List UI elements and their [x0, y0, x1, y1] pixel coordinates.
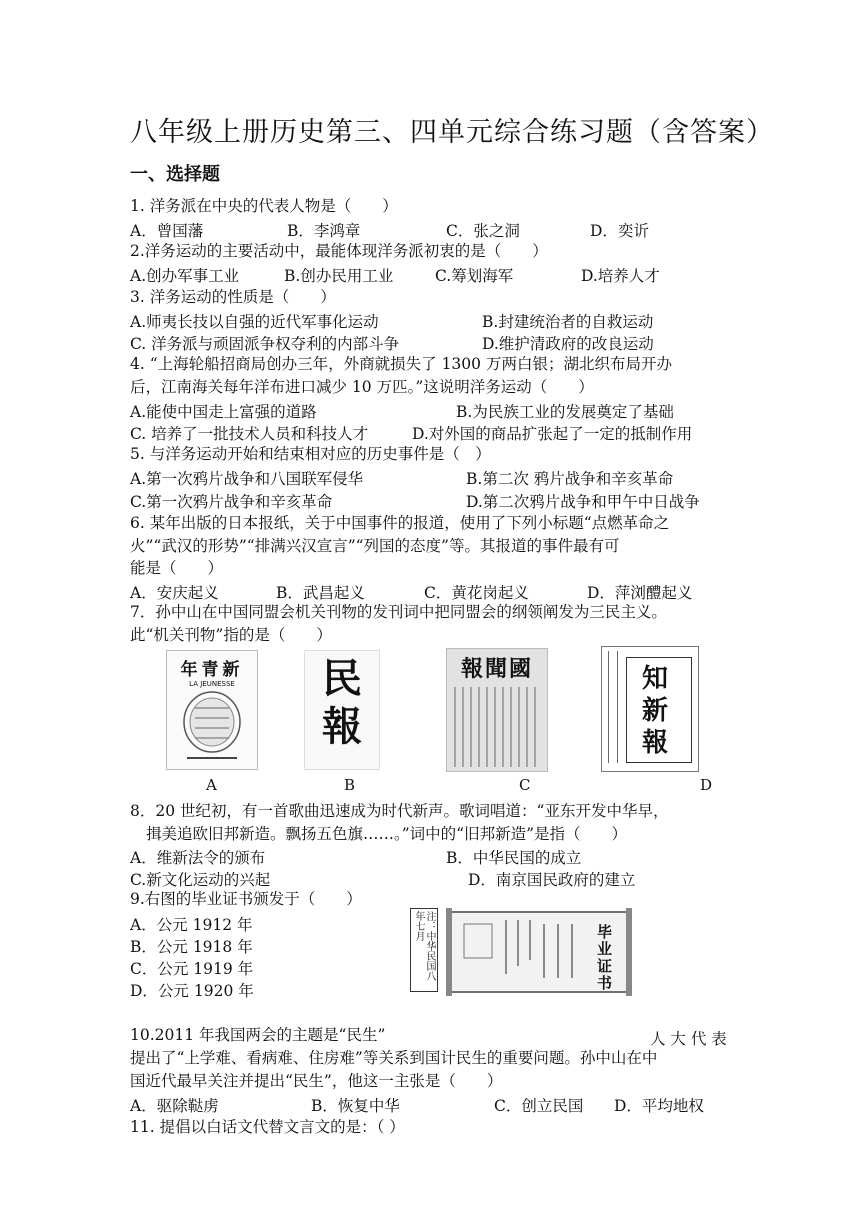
question-10-line-1-end: 人 大 代 表: [650, 1030, 727, 1048]
magazine-cover-a: [166, 650, 258, 770]
q3-option-c: C. 洋务派与顽固派争权夺利的内部斗争: [130, 335, 400, 353]
q6-option-b: B．武昌起义: [276, 584, 365, 602]
newspaper-d-spine: [608, 651, 618, 763]
question-4-line-2: 后，江南海关每年洋布进口减少 10 万匹。”这说明洋务运动（ ）: [130, 378, 594, 396]
q9-option-d: D．公元 1920 年: [130, 982, 254, 1000]
q4-option-c: C. 培养了一批技术人员和科技人才: [130, 425, 369, 443]
cover-a-title: 年青新: [180, 660, 244, 680]
q4-option-d: D.对外国的商品扩张起了一定的抵制作用: [412, 425, 693, 443]
q10-option-d: D．平均地权: [614, 1097, 704, 1115]
certificate-title: 毕业证书: [595, 924, 613, 992]
q2-option-b: B.创办民用工业: [284, 267, 394, 285]
q4-option-b: B.为民族工业的发展奠定了基础: [456, 403, 674, 421]
q8-option-c: C.新文化运动的兴起: [130, 871, 271, 889]
q1-option-b: B．李鸿章: [287, 222, 361, 240]
q1-option-c: C．张之洞: [446, 222, 520, 240]
newspaper-d: [601, 646, 699, 772]
q6-option-d: D．萍浏醴起义: [587, 584, 693, 602]
image-label-b: B: [344, 776, 356, 794]
q3-option-d: D.维护清政府的改良运动: [482, 335, 654, 353]
newspaper-d-char-2: 新: [642, 696, 669, 726]
q9-option-b: B．公元 1918 年: [130, 938, 253, 956]
q10-option-c: C．创立民国: [494, 1097, 584, 1115]
question-10-line-1: 10.2011 年我国两会的主题是“民生”: [130, 1026, 386, 1044]
q5-option-c: C.第一次鸦片战争和辛亥革命: [130, 493, 333, 511]
question-2: 2.洋务运动的主要活动中，最能体现洋务派初衷的是（ ）: [130, 242, 548, 260]
question-8-line-1: 8．20 世纪初，有一首歌曲迅速成为时代新声。歌词唱道：“亚东开发中华早，: [130, 802, 669, 820]
question-10-line-2: 提出了“上学难、看病难、住房难”等关系到国计民生的重要问题。孙中山在中: [130, 1049, 658, 1067]
cover-b-char-1: 民: [322, 655, 362, 702]
question-7-line-1: 7．孙中山在中国同盟会机关刊物的发刊词中把同盟会的纲领阐发为三民主义。: [130, 603, 667, 621]
q6-option-c: C．黄花岗起义: [424, 584, 529, 602]
graduation-certificate-image: [410, 904, 634, 998]
image-label-a: A: [206, 776, 217, 794]
q2-option-a: A.创办军事工业: [130, 267, 240, 285]
q2-option-d: D.培养人才: [581, 267, 660, 285]
cover-a-portrait-icon: [167, 688, 257, 768]
page-title: 八年级上册历史第三、四单元综合练习题（含答案）: [130, 117, 774, 148]
question-6-line-3: 能是（ ）: [130, 559, 224, 577]
newspaper-d-char-1: 知: [642, 664, 669, 694]
q3-option-b: B.封建统治者的自救运动: [482, 313, 654, 331]
q3-option-a: A.师夷长技以自强的近代军事化运动: [130, 313, 379, 331]
image-label-c: C: [519, 776, 531, 794]
q10-option-b: B．恢复中华: [311, 1097, 400, 1115]
question-1: 1. 洋务派在中央的代表人物是（ ）: [130, 197, 398, 215]
question-11: 11. 提倡以白话文代替文言文的是：（ ）: [130, 1118, 405, 1136]
question-3: 3. 洋务运动的性质是（ ）: [130, 288, 336, 306]
q9-option-a: A．公元 1912 年: [130, 916, 253, 934]
q8-option-d: D．南京国民政府的建立: [468, 871, 636, 889]
newspaper-d-char-3: 報: [642, 728, 669, 758]
q5-option-d: D.第二次鸦片战争和甲午中日战争: [466, 493, 700, 511]
question-6-line-1: 6. 某年出版的日本报纸，关于中国事件的报道，使用了下列小标题“点燃革命之: [130, 514, 670, 532]
newspaper-c: [446, 648, 548, 772]
question-8-line-2: 揖美追欧旧邦新造。飘扬五色旗……。”词中的“旧邦新造”是指（ ）: [146, 825, 628, 843]
q1-option-a: A．曾国藩: [130, 222, 204, 240]
newspaper-c-text-icon: [447, 683, 547, 771]
q9-option-c: C．公元 1919 年: [130, 960, 254, 978]
cover-b-char-2: 報: [322, 703, 362, 750]
magazine-cover-b: [304, 650, 380, 770]
question-5: 5. 与洋务运动开始和结束相对应的历史事件是（ ）: [130, 445, 491, 463]
question-6-line-2: 火”“武汉的形势”“排满兴汉宣言”“列国的态度”等。其报道的事件最有可: [130, 537, 620, 555]
question-9: 9.右图的毕业证书颁发于（ ）: [130, 890, 362, 908]
image-label-d: D: [700, 776, 713, 794]
q10-option-a: A．驱除鞑虏: [130, 1097, 219, 1115]
q5-option-a: A.第一次鸦片战争和八国联军侵华: [130, 470, 364, 488]
newspaper-c-title: 報聞國: [460, 656, 533, 682]
question-10-line-3: 国近代最早关注并提出“民生”，他这一主张是（ ）: [130, 1072, 503, 1090]
q8-option-a: A．维新法令的颁布: [130, 849, 266, 867]
q1-option-d: D．奕䜣: [590, 222, 649, 240]
q6-option-a: A．安庆起义: [130, 584, 219, 602]
certificate-note: 注：中华民国八年七月: [410, 908, 438, 992]
q2-option-c: C.筹划海军: [435, 267, 514, 285]
q4-option-a: A.能使中国走上富强的道路: [130, 403, 317, 421]
question-4-line-1: 4. “上海轮船招商局创办三年，外商就损失了 1300 万两白银；湖北织布局开办: [130, 355, 672, 373]
cover-a-subtitle: LA JEUNESSE: [189, 680, 235, 688]
q8-option-b: B．中华民国的成立: [446, 849, 582, 867]
question-7-line-2: 此“机关刊物”指的是（ ）: [130, 626, 332, 644]
section-heading: 一、选择题: [130, 164, 220, 185]
q5-option-b: B.第二次 鸦片战争和辛亥革命: [466, 470, 674, 488]
